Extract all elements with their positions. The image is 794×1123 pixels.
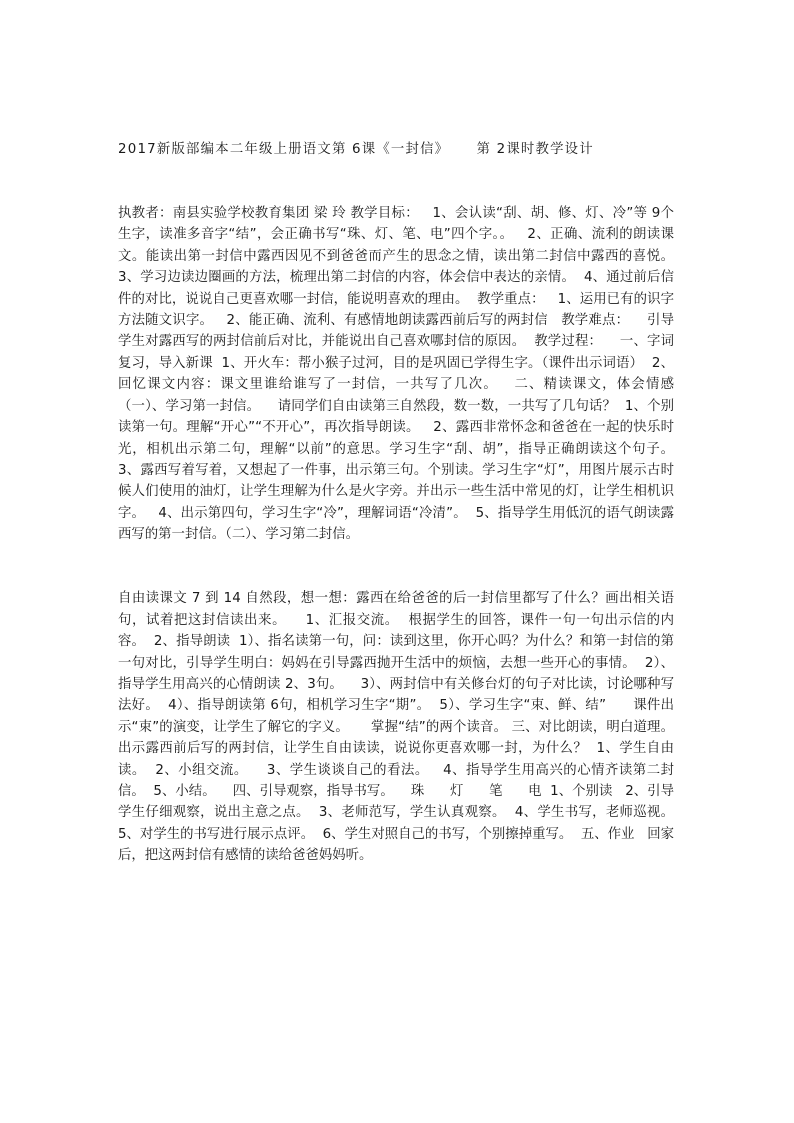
document-body <box>118 96 696 909</box>
lesson-plan-paragraph-2: 自由读课文 7 到 14 自然段，想一想：露西在给爸爸的后一封信里都写了什么？画出相关语句，试着把这封信读出来。 1、汇报交流。 根据学生的回答，课件一句一句出示信的内容。 2、指导朗读 1）、指名读第一句，问：读到这里，你开心吗？为什么？和第一封信的第一句对比，引导学生明白：妈妈在引导露西抛开生活中的烦恼，去想一些开心的事情。 2）、指导学生用高兴的心情朗读 2、3句。 3）、两封信中有关修台灯的句子对比读，讨论哪种写法好。 4）、指导朗读第 6句，相机学习生字“期”。 5）、学习生字“束、鲜、结” 课件出示“束”的演变，让学生了解它的字义。 掌握“结”的两个读音。 三、对比朗读，明白道理。 出示露西前后写的两封信，让学生自由读读，说说你更喜欢哪一封，为什么？ 1、学生自由读。 2、小组交流。 3、学生谈谈自己的看法。 4、指导学生用高兴的心情齐读第二封信。 5、小结。 四、引导观察，指导书写。 珠 灯 笔 电 1、个别读 2、引导学生仔细观察，说出主意之点。 3、老师范写，学生认真观察。 4、学生书写，老师巡视。 5、对学生的书写进行展示点评。 6、学生对照自己的书写，个别擦掉重写。 五、作业 回家后，把这两封信有感情的读给爸爸妈妈听。 <box>118 591 696 864</box>
lesson-plan-paragraph-1: 执教者：南县实验学校教育集团 梁 玲 教学目标： 1、会认读“刮、胡、修、灯、冷”等 9个生字，读准多音字“结”，会正确书写“珠、灯、笔、电”四个字。。 2、正确、流利的朗读课文。能读出第一封信中露西因见不到爸爸而产生的思念之情，读出第二封信中露西的喜悦。 3、学习边读边圈画的方法，梳理出第二封信的内容，体会信中表达的亲情。 4、通过前后信件的对比，说说自己更喜欢哪一封信，能说明喜欢的理由。 教学重点： 1、运用已有的识字方法随文识字。 2、能正确、流利、有感情地朗读露西前后写的两封信 教学难点： 引导学生对露西写的两封信前后对比，并能说出自己喜欢哪封信的原因。 教学过程： 一、字词复习，导入新课 1、开火车：帮小猴子过河，目的是巩固已学得生字。（课件出示词语） 2、回忆课文内容：课文里谁给谁写了一封信，一共写了几次。 二、精读课文，体会情感 （一）、学习第一封信。 请同学们自由读第三自然段，数一数，一共写了几句话？ 1、个别读第一句。理解“开心”“不开心”，再次指导朗读。 2、露西非常怀念和爸爸在一起的快乐时光，相机出示第二句，理解“以前”的意思。学习生字“刮、胡”，指导正确朗读这个句子。 3、露西写着写着，又想起了一件事，出示第三句。个别读。学习生字“灯”，用图片展示古时候人们使用的油灯，让学生理解为什么是火字旁。并出示一些生活中常见的灯，让学生相机识字。 4、出示第四句，学习生字“冷”，理解词语“冷清”。 5、指导学生用低沉的语气朗读露西写的第一封信。（二）、学习第二封信。 <box>118 206 687 543</box>
document-title: 2017新版部编本二年级上册语文第 6课《一封信》 第 2课时教学设计 <box>118 141 594 157</box>
